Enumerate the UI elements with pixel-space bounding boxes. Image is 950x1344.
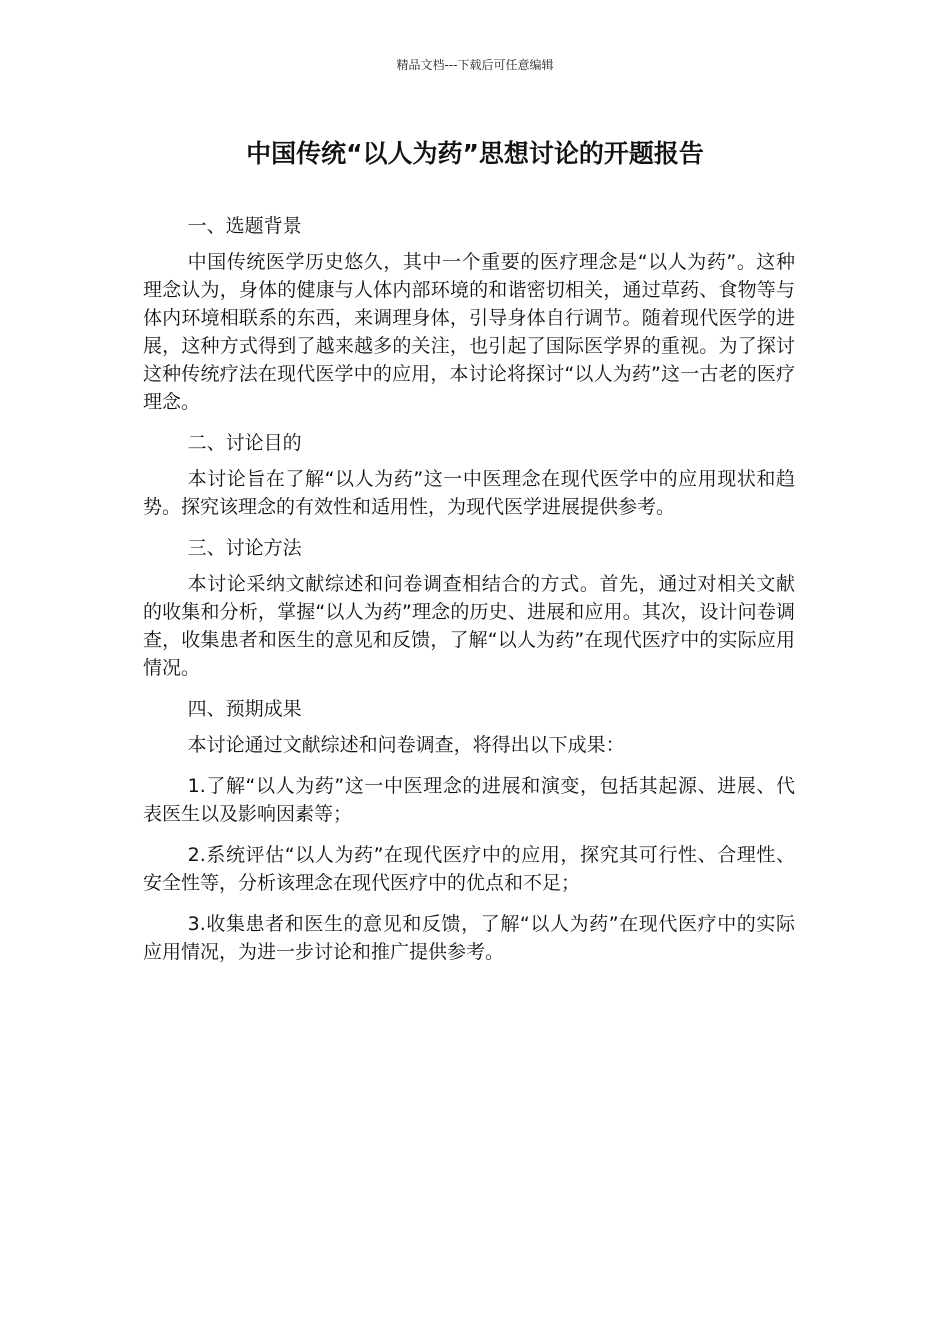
section-background: [143, 212, 795, 416]
paragraph: 中国传统医学历史悠久，其中一个重要的医疗理念是“以人为药”。这种理念认为，身体的健康与人体内部环境的和谐密切相关，通过草药、食物等与体内环境相联系的东西，来调理身体，引导身体自行调节。随着现代医学的进展，这种方式得到了越来越多的关注，也引起了国际医学界的重视。为了探讨这种传统疗法在现代医学中的应用，本讨论将探讨“以人为药”这一古老的医疗理念。: [143, 251, 795, 413]
section-method: [143, 534, 795, 682]
paragraph: 本讨论旨在了解“以人为药”这一中医理念在现代医学中的应用现状和趋势。探究该理念的有效性和适用性，为现代医学进展提供参考。: [143, 468, 795, 518]
list-item: 1.了解“以人为药”这一中医理念的进展和演变，包括其起源、进展、代表医生以及影响因素等；: [143, 775, 795, 825]
list-item: 2.系统评估“以人为药”在现代医疗中的应用，探究其可行性、合理性、安全性等，分析该理念在现代医疗中的优点和不足；: [143, 844, 795, 894]
paragraph: 本讨论通过文献综述和问卷调查，将得出以下成果：: [187, 734, 625, 756]
section-heading: 一、选题背景: [187, 215, 302, 237]
section-purpose: [143, 429, 795, 521]
header-note: 精品文档---下载后可任意编辑: [396, 58, 554, 72]
document-title: 中国传统“以人为药”思想讨论的开题报告: [246, 139, 704, 168]
section-heading: 三、讨论方法: [187, 537, 302, 559]
section-heading: 四、预期成果: [187, 698, 302, 720]
section-heading: 二、讨论目的: [187, 432, 302, 454]
section-expected-results: [143, 695, 795, 966]
document-body: [143, 212, 795, 979]
paragraph: 本讨论采纳文献综述和问卷调查相结合的方式。首先，通过对相关文献的收集和分析，掌握“以人为药”理念的历史、进展和应用。其次，设计问卷调查，收集患者和医生的意见和反馈，了解“以人为药”在现代医疗中的实际应用情况。: [143, 573, 795, 679]
list-item: 3.收集患者和医生的意见和反馈，了解“以人为药”在现代医疗中的实际应用情况，为进一步讨论和推广提供参考。: [143, 913, 795, 963]
